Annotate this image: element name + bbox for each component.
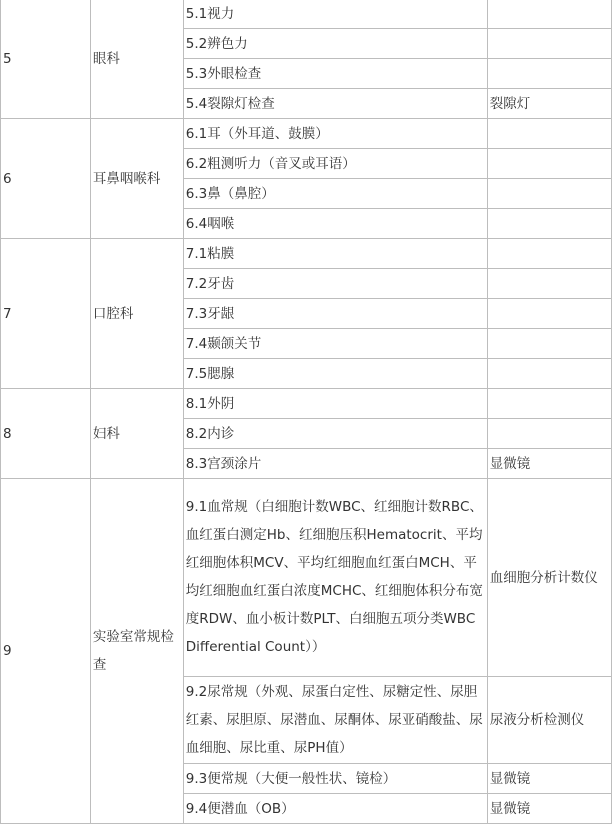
exam-item: 7.4颞颌关节 bbox=[183, 329, 487, 359]
department: 妇科 bbox=[90, 389, 183, 479]
department: 耳鼻咽喉科 bbox=[90, 119, 183, 239]
exam-item: 5.3外眼检查 bbox=[183, 59, 487, 89]
equipment bbox=[487, 119, 611, 149]
equipment bbox=[487, 149, 611, 179]
group-number: 5 bbox=[1, 0, 91, 119]
equipment bbox=[487, 29, 611, 59]
group-number: 6 bbox=[1, 119, 91, 239]
exam-item: 9.3便常规（大便一般性状、镜检） bbox=[183, 764, 487, 794]
exam-item: 9.1血常规（白细胞计数WBC、红细胞计数RBC、血红蛋白测定Hb、红细胞压积Hematocrit、平均红细胞体积MCV、平均红细胞血红蛋白MCH、平均红细胞血红蛋白浓度MCHC、红细胞体积分布宽度RDW、血小板计数PLT、白细胞五项分类WBC Differential Count）） bbox=[183, 479, 487, 677]
exam-item: 7.5腮腺 bbox=[183, 359, 487, 389]
group-number: 8 bbox=[1, 389, 91, 479]
equipment: 显微镜 bbox=[487, 449, 611, 479]
equipment: 血细胞分析计数仪 bbox=[487, 479, 611, 677]
equipment bbox=[487, 239, 611, 269]
equipment bbox=[487, 389, 611, 419]
exam-item: 5.1视力 bbox=[183, 0, 487, 29]
table-row bbox=[1, 239, 612, 269]
table-row bbox=[1, 389, 612, 419]
group-number: 9 bbox=[1, 479, 91, 824]
equipment: 裂隙灯 bbox=[487, 89, 611, 119]
exam-item: 8.2内诊 bbox=[183, 419, 487, 449]
exam-item: 8.1外阴 bbox=[183, 389, 487, 419]
equipment bbox=[487, 0, 611, 29]
equipment bbox=[487, 419, 611, 449]
equipment bbox=[487, 359, 611, 389]
exam-item: 7.3牙龈 bbox=[183, 299, 487, 329]
equipment bbox=[487, 329, 611, 359]
table-row bbox=[1, 119, 612, 149]
equipment bbox=[487, 209, 611, 239]
exam-item: 9.4便潜血（OB） bbox=[183, 794, 487, 824]
exam-item: 8.3宫颈涂片 bbox=[183, 449, 487, 479]
table-row bbox=[1, 0, 612, 29]
equipment: 尿液分析检测仪 bbox=[487, 677, 611, 764]
equipment bbox=[487, 179, 611, 209]
exam-item: 6.4咽喉 bbox=[183, 209, 487, 239]
exam-item: 7.2牙齿 bbox=[183, 269, 487, 299]
exam-item: 5.4裂隙灯检查 bbox=[183, 89, 487, 119]
exam-item: 6.1耳（外耳道、鼓膜） bbox=[183, 119, 487, 149]
equipment: 显微镜 bbox=[487, 794, 611, 824]
exam-item: 9.2尿常规（外观、尿蛋白定性、尿糖定性、尿胆红素、尿胆原、尿潜血、尿酮体、尿亚硝酸盐、尿血细胞、尿比重、尿PH值） bbox=[183, 677, 487, 764]
table-row bbox=[1, 479, 612, 677]
group-number: 7 bbox=[1, 239, 91, 389]
exam-item: 5.2辨色力 bbox=[183, 29, 487, 59]
department: 口腔科 bbox=[90, 239, 183, 389]
exam-item: 6.3鼻（鼻腔） bbox=[183, 179, 487, 209]
equipment bbox=[487, 299, 611, 329]
equipment: 显微镜 bbox=[487, 764, 611, 794]
equipment bbox=[487, 269, 611, 299]
equipment bbox=[487, 59, 611, 89]
exam-item: 6.2粗测听力（音叉或耳语） bbox=[183, 149, 487, 179]
exam-item: 7.1粘膜 bbox=[183, 239, 487, 269]
department: 眼科 bbox=[90, 0, 183, 119]
department: 实验室常规检查 bbox=[90, 479, 183, 824]
